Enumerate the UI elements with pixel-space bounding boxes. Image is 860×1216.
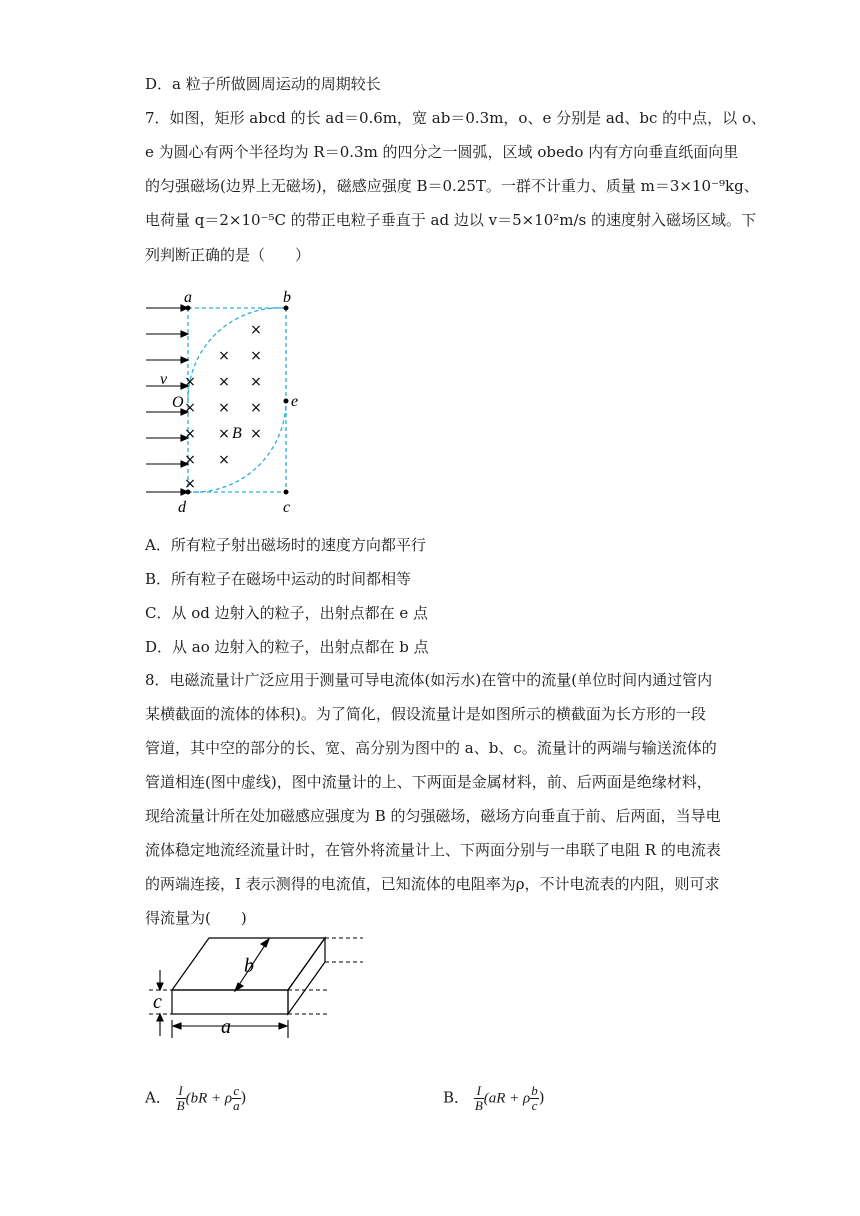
- rectangle-abcd: [188, 308, 286, 492]
- svg-text:×: ×: [218, 426, 230, 442]
- svg-text:×: ×: [250, 426, 262, 442]
- pipe-dashed-lines: [149, 938, 363, 1014]
- q7-stem-line-5: 列判断正确的是（ ）: [145, 246, 311, 264]
- svg-text:×: ×: [184, 374, 196, 390]
- q7-option-c: C．从 od 边射入的粒子，出射点都在 e 点: [145, 604, 429, 622]
- svg-text:×: ×: [250, 374, 262, 390]
- q7-stem-line-4: 电荷量 q＝2×10⁻⁵C 的带正电粒子垂直于 ad 边以 v＝5×10²m/s 的速度射入磁场区域。下: [145, 211, 757, 229]
- svg-text:×: ×: [218, 452, 230, 468]
- q8-option-b-fraction-1: $\frac{I}{B}$: [474, 1083, 483, 1113]
- field-crosses: [184, 322, 262, 492]
- q8-option-a-fraction-1: $\frac{I}{B}$: [176, 1083, 185, 1113]
- q8-stem-line-7: 的两端连接，I 表示测得的电流值，已知流体的电阻率为ρ，不计电流表的内阻，则可求: [145, 875, 720, 893]
- q7-stem-line-3: 的匀强磁场(边界上无磁场)，磁感应强度 B＝0.25T。一群不计重力、质量 m＝3×10⁻⁹kg、: [145, 177, 759, 195]
- q8-option-a: A． $\frac{I}{B}$ (bR + ρ $\frac{c}{a}$ ): [145, 1083, 247, 1113]
- prev-option-d: D．a 粒子所做圆周运动的周期较长: [145, 75, 381, 93]
- label-b: b: [244, 955, 254, 977]
- svg-text:×: ×: [184, 400, 196, 416]
- q8-option-b-term: (aR + ρ: [483, 1090, 531, 1107]
- q7-option-b: B．所有粒子在磁场中运动的时间都相等: [145, 570, 412, 588]
- svg-text:×: ×: [184, 452, 196, 468]
- arc-from-o: [188, 308, 286, 401]
- arc-from-e: [188, 401, 286, 492]
- q8-stem-line-1: 8．电磁流量计广泛应用于测量可导电流体(如污水)在管中的流量(单位时间内通过管内: [145, 671, 713, 689]
- label-a: a: [184, 289, 192, 306]
- svg-text:×: ×: [250, 322, 262, 338]
- label-B: B: [232, 425, 242, 442]
- q8-option-b: B． $\frac{I}{B}$ (aR + ρ $\frac{b}{c}$ ): [443, 1083, 545, 1113]
- label-v: v: [160, 371, 168, 388]
- q7-option-a: A．所有粒子射出磁场时的速度方向都平行: [145, 536, 426, 554]
- label-b: b: [283, 289, 291, 306]
- label-a: a: [221, 1016, 231, 1038]
- svg-text:×: ×: [218, 400, 230, 416]
- label-o: O: [172, 394, 184, 411]
- q7-stem-line-2: e 为圆心有两个半径均为 R＝0.3m 的四分之一圆弧，区域 obedo 内有方向垂直纸面向里: [145, 143, 739, 161]
- q8-stem-line-6: 流体稳定地流经流量计时，在管外将流量计上、下两面分别与一串联了电阻 R 的电流表: [145, 841, 721, 859]
- svg-text:×: ×: [218, 348, 230, 364]
- label-e: e: [291, 393, 299, 410]
- q8-option-a-label: A．: [145, 1088, 171, 1107]
- label-c: c: [283, 499, 291, 516]
- q8-stem-line-5: 现给流量计所在处加磁感应强度为 B 的匀强磁场，磁场方向垂直于前、后两面，当导电: [145, 807, 721, 825]
- svg-text:×: ×: [250, 400, 262, 416]
- q8-option-b-label: B．: [443, 1088, 470, 1107]
- svg-text:×: ×: [250, 348, 262, 364]
- svg-text:×: ×: [184, 476, 196, 492]
- q7-stem-line-1: 7．如图，矩形 abcd 的长 ad＝0.6m，宽 ab＝0.3m，o、e 分别是 ad、bc 的中点，以 o、: [145, 109, 766, 127]
- q8-stem-line-3: 管道，其中空的部分的长、宽、高分别为图中的 a、b、c。流量计的两端与输送流体的: [145, 739, 717, 757]
- q7-option-d: D．从 ao 边射入的粒子，出射点都在 b 点: [145, 638, 429, 656]
- svg-text:×: ×: [218, 374, 230, 390]
- q8-stem-line-8: 得流量为( ): [145, 909, 247, 927]
- q8-option-b-fraction-2: $\frac{b}{c}$: [531, 1083, 538, 1113]
- q8-option-a-term: (bR + ρ: [185, 1090, 233, 1107]
- label-d: d: [178, 499, 186, 516]
- label-c: c: [153, 991, 162, 1013]
- q7-magnetic-field-figure: [140, 284, 320, 518]
- q8-option-a-fraction-2: $\frac{c}{a}$: [233, 1083, 240, 1113]
- svg-text:×: ×: [184, 426, 196, 442]
- q8-stem-line-2: 某横截面的流体的体积)。为了简化，假设流量计是如图所示的横截面为长方形的一段: [145, 705, 706, 723]
- q8-stem-line-4: 管道相连(图中虚线)，图中流量计的上、下两面是金属材料，前、后两面是绝缘材料，: [145, 773, 712, 791]
- q8-flowmeter-figure: [145, 928, 375, 1046]
